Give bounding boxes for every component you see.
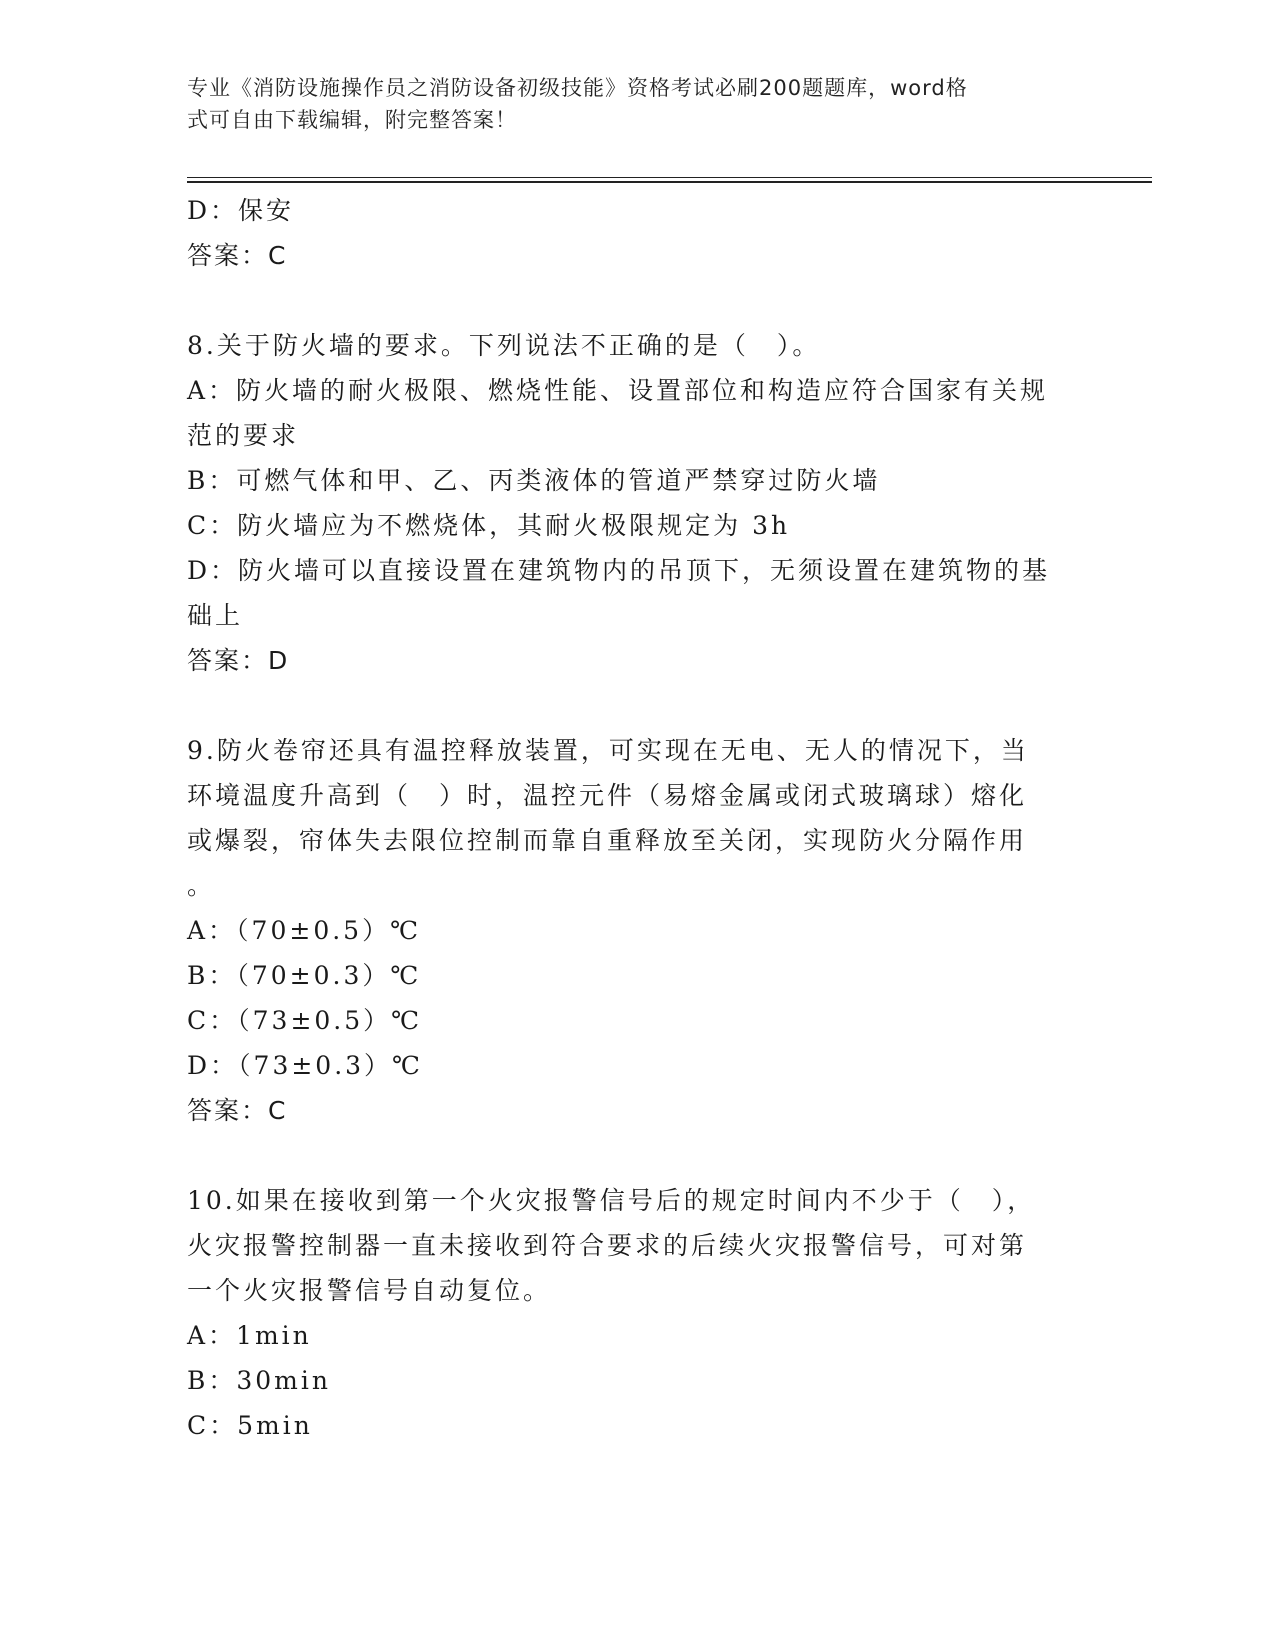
option-d: D：保安 — [187, 196, 295, 225]
option-d: D：防火墙可以直接设置在建筑物内的吊顶下，无须设置在建筑物的基 — [187, 556, 1051, 585]
option-d-continued: 础上 — [187, 601, 244, 630]
option-c: C：（73±0.5）℃ — [187, 1006, 423, 1035]
option-c: C：防火墙应为不燃烧体，其耐火极限规定为 3h — [187, 511, 791, 540]
answer: 答案：C — [187, 241, 288, 270]
question-8 — [187, 323, 1087, 683]
answer: 答案：D — [187, 646, 290, 675]
option-c: C：5min — [187, 1411, 313, 1440]
question-stem-continued: 环境温度升高到（ ）时，温控元件（易熔金属或闭式玻璃球）熔化 — [187, 781, 1028, 810]
header-line-2: 式可自由下载编辑，附完整答案！ — [187, 108, 517, 132]
option-a-continued: 范的要求 — [187, 421, 300, 450]
spacer — [187, 1133, 1087, 1178]
option-b: B：可燃气体和甲、乙、丙类液体的管道严禁穿过防火墙 — [187, 466, 881, 495]
question-stem-continued: 火灾报警控制器一直未接收到符合要求的后续火灾报警信号，可对第 — [187, 1231, 1028, 1260]
header-rule-thick — [187, 181, 1152, 183]
header-rule-thin — [187, 177, 1152, 178]
option-b: B：30min — [187, 1366, 331, 1395]
question-7-tail — [187, 188, 1087, 278]
option-a: A：（70±0.5）℃ — [187, 916, 422, 945]
question-list — [187, 188, 1087, 1448]
question-stem: 9.防火卷帘还具有温控释放装置，可实现在无电、无人的情况下，当 — [187, 736, 1029, 765]
question-stem-continued: 或爆裂，帘体失去限位控制而靠自重释放至关闭，实现防火分隔作用 — [187, 826, 1028, 855]
header-line-1: 专业《消防设施操作员之消防设备初级技能》资格考试必刷200题题库，word格 — [187, 76, 968, 100]
option-b: B：（70±0.3）℃ — [187, 961, 422, 990]
document-header — [187, 72, 1067, 136]
spacer — [187, 683, 1087, 728]
question-stem: 10.如果在接收到第一个火灾报警信号后的规定时间内不少于（ ）， — [187, 1186, 1036, 1215]
option-a: A：1min — [187, 1321, 312, 1350]
question-10 — [187, 1178, 1087, 1448]
spacer — [187, 278, 1087, 323]
question-stem-continued: 。 — [187, 871, 216, 900]
question-9 — [187, 728, 1087, 1133]
option-a: A：防火墙的耐火极限、燃烧性能、设置部位和构造应符合国家有关规 — [187, 376, 1049, 405]
question-stem: 8.关于防火墙的要求。下列说法不正确的是（ ）。 — [187, 331, 821, 360]
question-stem-continued: 一个火灾报警信号自动复位。 — [187, 1276, 552, 1305]
option-d: D：（73±0.3）℃ — [187, 1051, 424, 1080]
answer: 答案：C — [187, 1096, 288, 1125]
